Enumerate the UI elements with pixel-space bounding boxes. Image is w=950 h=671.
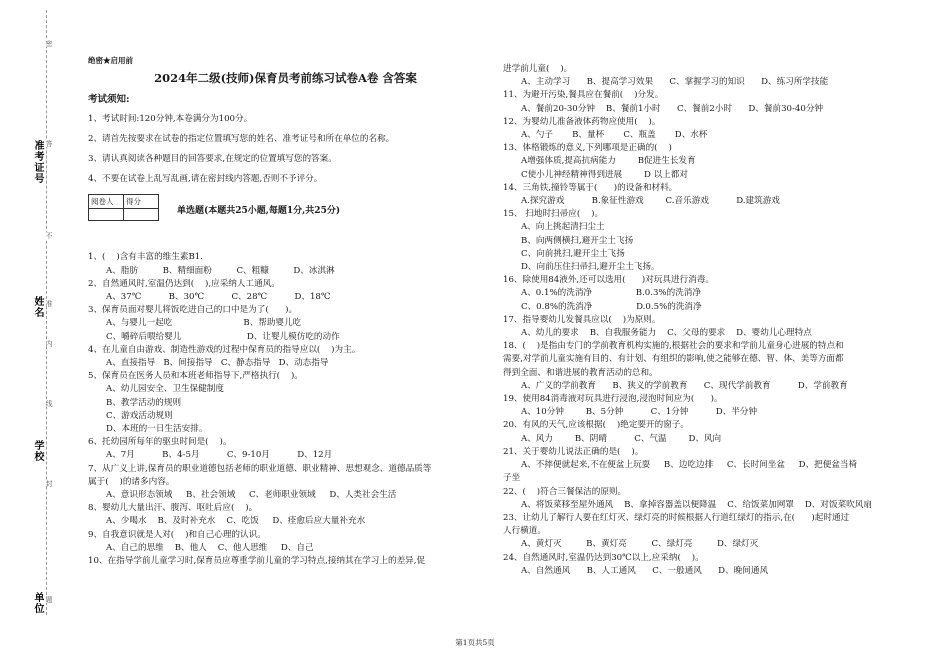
question-text: 11、为避开污染,餐具应在餐前( )分发。 [503, 90, 664, 101]
answer-options: A、将饭菜移至屋外通风 B、拿掉容器盖以便降温 C、给饭菜加网罩 D、对饭菜吹风扇 [521, 499, 872, 510]
question-text: 24、自然通风时,室温仍达到30℃以上,应采纳( )。 [503, 552, 704, 563]
question-text: 7、从广义上讲,保育员的职业道德包括老师的职业道德、职业精神、思想观念、道德品质等 [88, 463, 432, 474]
page-title: 2024年二级(技师)保育员考前练习试卷A卷 含答案 [154, 71, 417, 86]
seal-mark: 准 [45, 300, 53, 307]
notice-item: 1、考试时间:120分钟,本卷满分为100分。 [88, 113, 253, 124]
answer-options: A、不摔便就起来,不在便盆上玩耍 B、边吃边排 C、长时间坐盆 D、把便盆当椅 [521, 460, 858, 471]
score-header: 得分 [124, 194, 159, 208]
seal-mark: 题 [45, 596, 53, 603]
question-text: 12、为婴幼儿准备液体药物应使用( )。 [503, 116, 661, 127]
answer-options: A、广义的学前教育 B、狭义的学前教育 C、现代学前教育 D、学前教育 [521, 380, 848, 391]
question-text: 22、( )符合三餐保洁的原则。 [503, 486, 627, 497]
question-text: 属于( )的诸多内容。 [88, 476, 175, 487]
question-list-right [503, 63, 918, 578]
answer-options: A、脂肪 B、精细面粉 C、粗糠 D、冰淇淋 [106, 265, 335, 276]
answer-options: A、37℃ B、30℃ C、28℃ D、18℃ [106, 292, 331, 303]
question-text: 6、托幼园所每年的驱虫时间是( )。 [88, 437, 232, 448]
question-text: 9、自我意识就是人对( )和自己心理的认识。 [88, 529, 266, 540]
question-text: 5、保育员在医务人员和本班老师指导下,严格执行( )。 [88, 371, 303, 382]
answer-options: A、0.1%的洗消净 B.0.3%的洗消净 [521, 288, 701, 299]
answer-options: C、嚼碎后喂给婴儿 D、让婴儿模仿吃的动作 [106, 331, 340, 342]
question-text: 21、关于婴幼儿说法正确的是( )。 [503, 446, 644, 457]
seal-mark: 密 [45, 40, 53, 47]
confidential-mark: 绝密★启用前 [88, 56, 133, 65]
answer-options: C、游戏活动规则 [106, 410, 173, 421]
answer-options: A、自己的思维 B、他人 C、他人思维 D、自己 [106, 542, 314, 553]
question-text: 23、让幼儿了解行人要在红灯灭、绿灯亮的时候根据人行道红绿灯的指示,在( )起时通过 [503, 512, 850, 523]
question-text: 18、( )是指由专门的学前教育机构实施的,根据社会的要求和学前儿童身心进展的特点和 [503, 341, 844, 352]
question-text: 15、 扫地时扫帚应( )。 [503, 209, 604, 220]
label-exam-number: 准考证号 [32, 140, 43, 184]
answer-options: D、本班的一日生活安排。 [106, 424, 208, 435]
answer-options: A、幼儿园安全、卫生保健制度 [106, 384, 224, 395]
answer-options: B、教学活动的规则 [106, 397, 182, 408]
answer-options: A、意识形态领域 B、社会领域 C、老师职业领域 D、人类社会生活 [106, 490, 397, 501]
answer-options: C、0.8%的洗消净 D.0.5%的洗消净 [521, 301, 702, 312]
question-text: 16、除使用84液外,还可以选用( )对玩具进行消毒。 [503, 275, 714, 286]
answer-options: A、幼儿的要求 B、自我服务能力 C、父母的要求 D、婴幼儿心理特点 [521, 328, 812, 339]
answer-options: A、主动学习 B、提高学习效果 C、掌握学习的知识 D、练习所学技能 [521, 77, 829, 88]
answer-options: A、自然通风 B、人工通风 C、一般通风 D、晚间通风 [521, 565, 769, 576]
answer-options: A、风力 B、阴晴 C、气温 D、风向 [521, 433, 722, 444]
question-text: 需要,对学前儿童实施有目的、有计划、有组织的影响,使之能够在德、智、体、美等方面都 [503, 354, 844, 365]
question-text: 19、使用84消毒液对玩具进行浸泡,浸泡时间应为( )。 [503, 394, 723, 405]
question-text: 10、在指导学前儿童学习时,保育员应尊重学前儿童的学习特点,接纳其在学习上的差异,促 [88, 556, 426, 567]
notice-item: 3、请认真阅读各种题目的回答要求,在规定的位置填写您的答案。 [88, 154, 337, 165]
answer-options: D、向前压住扫帚扫,避开尘土飞扬。 [521, 262, 660, 273]
seal-mark: 线 [45, 400, 53, 407]
answer-options: A.探究游戏 B.象征性游戏 C.音乐游戏 D.建筑游戏 [521, 196, 780, 207]
score-row [88, 193, 483, 221]
grader-header: 阅卷人 [89, 194, 124, 208]
score-table [88, 194, 159, 221]
answer-options: A、与婴儿一起吃 B、帮助婴儿吃 [106, 318, 302, 329]
question-text: 进学前儿童( )。 [503, 64, 573, 74]
question-text: 2、自然通风时,室温仍达到( ),应采纳人工通风。 [88, 278, 280, 289]
answer-options: C、向前挑扫,避开尘土飞扬 [521, 248, 625, 259]
question-text: 17、指导婴幼儿发餐具应以( )为原则。 [503, 314, 661, 325]
notice-heading: 考试须知: [88, 94, 130, 106]
grader-cell[interactable] [89, 209, 124, 221]
seal-mark: 封 [45, 480, 53, 487]
question-text: 4、在儿童自由游戏、制造性游戏的过程中保育员的指导应以( )为主。 [88, 344, 361, 355]
seal-mark: 答 [45, 140, 53, 147]
left-column [88, 54, 483, 568]
question-text: 3、保育员面对婴儿将饭吃进自己的口中是为了( )。 [88, 305, 298, 316]
question-text: 14、三角铁,撞铃等属于( )的设备和材料。 [503, 182, 678, 193]
answer-options: A、10分钟 B、5分钟 C、1分钟 D、半分钟 [521, 407, 758, 418]
label-unit: 单位 [32, 592, 43, 614]
answer-options: A增强体质,提高抗病能力 B促进生长发育 [521, 156, 696, 167]
binding-line [46, 10, 47, 615]
notice-item: 4、不要在试卷上乱写乱画,请在密封线内答题,否则不予评分。 [88, 174, 323, 185]
question-list-left [88, 251, 483, 568]
answer-options: A、少喝水 B、及时补充水 C、吃饭 D、痊愈后应大量补充水 [106, 516, 366, 527]
score-cell[interactable] [124, 209, 159, 221]
label-school: 学校 [32, 440, 43, 462]
question-text: 1、( )含有丰富的维生素B1. [88, 252, 203, 263]
question-text: 8、婴幼儿大量出汗、腹泻、呕吐后应( )。 [88, 503, 258, 514]
question-text: 人行横道。 [503, 526, 546, 537]
answer-options: B、向两侧横扫,避开尘土飞扬 [521, 235, 634, 246]
section-title: 单选题(本题共25小题,每题1分,共25分) [177, 205, 341, 216]
answer-options: A、直接指导 B、间接指导 C、静态指导 D、动态指导 [106, 358, 329, 369]
page-footer: 第1页共5页 [455, 638, 495, 647]
answer-options: A、餐前20-30分钟 B、餐前1小时 C、餐前2小时 D、餐前30-40分钟 [521, 103, 824, 114]
answer-options: A、勺子 B、量杯 C、瓶盖 D、水杯 [521, 130, 708, 141]
binding-margin [0, 0, 70, 671]
answer-options: A、7月 B、4-5月 C、9-10月 D、12月 [106, 450, 333, 461]
answer-options: A、黄灯灭 B、黄灯亮 C、绿灯亮 D、绿灯灭 [521, 539, 759, 550]
answer-options: A、向上挑起清扫尘土 [521, 222, 605, 233]
notice-item: 2、请首先按要求在试卷的指定位置填写您的姓名、准考证号和所在单位的名称。 [88, 133, 395, 144]
answer-options: C使小儿神经精神得到进展 D 以上都对 [521, 169, 688, 180]
question-text: 13、体格锻炼的意义,下列哪项是正确的( ) [503, 143, 672, 154]
question-text: 得到全面、和谐进展的教育活动的总和。 [503, 367, 658, 378]
question-text: 20、有风的天气,应该根据( )绝定要开的窗子。 [503, 420, 689, 431]
question-text: 子坐 [503, 473, 521, 484]
seal-mark: 内 [45, 340, 53, 347]
label-name: 姓名 [32, 296, 43, 318]
seal-mark: 不 [45, 232, 53, 239]
